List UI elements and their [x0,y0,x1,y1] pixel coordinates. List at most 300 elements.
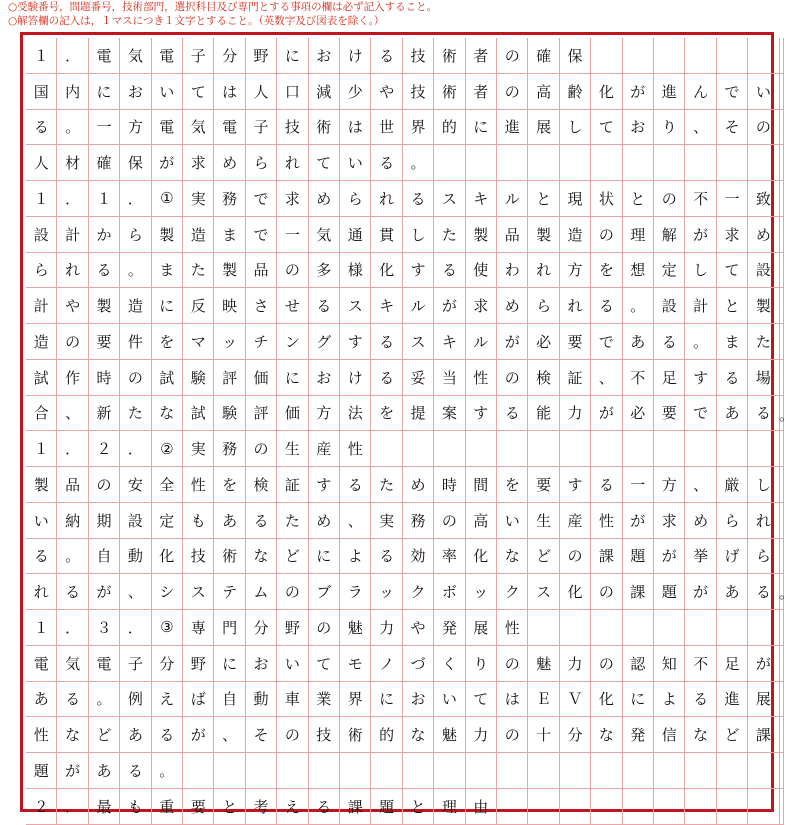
grid-cell: 高 [466,503,497,539]
grid-cell: る [152,717,183,753]
grid-cell: め [748,217,779,253]
grid-cell: 、 [120,574,151,610]
grid-cell-margin [780,253,784,289]
grid-cell [654,610,685,646]
grid-cell: の [277,253,308,289]
grid-cell: 魅 [340,610,371,646]
grid-cell: 不 [623,360,654,396]
grid-cell: る [371,360,402,396]
grid-cell: 厳 [717,467,748,503]
grid-cell: 門 [214,610,245,646]
grid-cell [214,753,245,789]
grid-cell: 評 [214,360,245,396]
grid-cell [717,38,748,74]
grid-cell: 足 [654,360,685,396]
grid-cell: ． [57,181,88,217]
grid-cell: 定 [152,503,183,539]
grid-cell: 電 [26,646,57,682]
grid-cell-margin [780,467,784,503]
grid-cell-margin [780,431,784,467]
grid-cell: お [246,646,277,682]
grid-cell-margin [780,789,784,825]
grid-cell: の [497,360,528,396]
grid-cell: 作 [57,360,88,396]
grid-cell-margin [780,145,784,181]
grid-cell: 妥 [403,360,434,396]
grid-cell: で [591,324,622,360]
grid-cell [748,145,779,181]
grid-cell: 造 [26,324,57,360]
grid-cell: ② [152,431,183,467]
grid-cell: 進 [654,74,685,110]
instructions [8,0,792,28]
grid-cell: 界 [340,682,371,718]
grid-cell: え [277,789,308,825]
grid-cell: の [560,539,591,575]
grid-cell: る [89,253,120,289]
grid-cell: 新 [89,396,120,432]
grid-cell-margin [780,38,784,74]
grid-cell: テ [214,574,245,610]
grid-cell: に [214,646,245,682]
grid-cell: す [466,396,497,432]
grid-cell: て [183,74,214,110]
grid-cell: 務 [214,431,245,467]
grid-cell: 分 [246,610,277,646]
grid-cell: 験 [214,396,245,432]
grid-cell [528,789,559,825]
grid-cell: の [309,610,340,646]
grid-cell: も [183,503,214,539]
grid-cell: ら [26,253,57,289]
grid-cell: に [371,682,402,718]
grid-cell: 効 [403,539,434,575]
grid-cell: 、 [685,110,716,146]
grid-cell: ら [748,539,779,575]
grid-cell [309,753,340,789]
grid-cell: な [246,539,277,575]
grid-cell: 提 [403,396,434,432]
grid-cell: 通 [340,217,371,253]
grid-cell: 分 [560,717,591,753]
grid-cell [497,145,528,181]
grid-cell: 検 [528,360,559,396]
grid-cell: 計 [685,288,716,324]
grid-cell: 力 [560,646,591,682]
grid-cell: 電 [89,646,120,682]
grid-cell [591,431,622,467]
grid-cell: る [246,503,277,539]
grid-cell: お [309,38,340,74]
grid-cell: ２ [26,789,57,825]
grid-cell: 野 [277,610,308,646]
grid-cell: 由 [466,789,497,825]
grid-cell: と [623,181,654,217]
overflow-punctuation: 。 [779,584,795,603]
grid-cell: １ [26,431,57,467]
grid-cell-margin [780,753,784,789]
grid-cell [466,145,497,181]
grid-cell: 証 [560,360,591,396]
grid-cell: ① [152,181,183,217]
grid-cell [497,789,528,825]
grid-cell: 化 [591,682,622,718]
grid-cell: の [277,574,308,610]
grid-cell: 造 [560,217,591,253]
grid-cell: 製 [214,253,245,289]
grid-cell: と [717,288,748,324]
grid-cell: 。 [623,288,654,324]
grid-cell: 発 [434,610,465,646]
grid-cell: ル [403,288,434,324]
grid-cell: 進 [497,110,528,146]
grid-cell: る [26,539,57,575]
grid-cell: 挙 [685,539,716,575]
grid-cell-margin [780,360,784,396]
grid-cell: ら [340,181,371,217]
grid-cell: 産 [309,431,340,467]
grid-cell: る [685,682,716,718]
grid-cell: 性 [340,431,371,467]
instruction-line: ○受験番号，問題番号，技術部門，選択科目及び専門とする事項の欄は必ず記入すること。 [8,1,438,13]
grid-cell [466,431,497,467]
grid-cell [560,145,591,181]
grid-cell: る [26,110,57,146]
grid-cell: 法 [340,396,371,432]
grid-cell: 状 [591,181,622,217]
grid-cell: 発 [623,717,654,753]
grid-cell: る [717,360,748,396]
grid-cell: て [309,646,340,682]
grid-cell: 一 [717,181,748,217]
grid-cell: ス [340,288,371,324]
grid-cell [591,789,622,825]
grid-cell: ． [120,181,151,217]
grid-cell: の [246,431,277,467]
grid-cell: 品 [497,217,528,253]
grid-cell-margin [780,74,784,110]
grid-cell: 世 [371,110,402,146]
grid-cell: 分 [152,646,183,682]
grid-cell: が [623,74,654,110]
grid-cell: る [57,574,88,610]
grid-cell: 要 [560,324,591,360]
grid-cell: を [152,324,183,360]
grid-cell: も [120,789,151,825]
grid-cell [623,789,654,825]
grid-cell: 電 [214,110,245,146]
grid-cell: た [277,503,308,539]
grid-cell: 者 [466,38,497,74]
grid-cell: く [434,646,465,682]
grid-cell: 求 [277,181,308,217]
grid-cell: せ [277,288,308,324]
grid-cell: の [497,38,528,74]
grid-cell: 一 [277,217,308,253]
grid-cell: て [466,682,497,718]
grid-cell: 気 [57,646,88,682]
grid-cell: 製 [89,288,120,324]
grid-cell: 自 [89,539,120,575]
grid-cell: 務 [214,181,245,217]
grid-cell: で [717,74,748,110]
grid-cell [654,789,685,825]
grid-cell: 野 [183,646,214,682]
instruction-line: ○解答欄の記入は，１マスにつき１文字とすること。（英数字及び図表を除く。） [8,15,385,27]
grid-cell: ま [214,217,245,253]
grid-cell: 時 [89,360,120,396]
grid-cell: 能 [528,396,559,432]
grid-cell: け [340,38,371,74]
grid-cell [685,789,716,825]
grid-cell: ッ [371,574,402,610]
grid-cell: ． [120,431,151,467]
grid-cell-margin [780,288,784,324]
grid-cell: 験 [183,360,214,396]
grid-cell: る [371,38,402,74]
grid-cell: 化 [466,539,497,575]
grid-cell: 求 [717,217,748,253]
grid-cell: 課 [748,717,779,753]
grid-cell-margin [780,324,784,360]
grid-cell: い [277,646,308,682]
grid-cell: は [497,682,528,718]
grid-cell: Ｅ [528,682,559,718]
grid-cell [685,38,716,74]
grid-cell: 最 [89,789,120,825]
grid-cell: し [403,217,434,253]
grid-cell: あ [26,682,57,718]
grid-cell: ノ [371,646,402,682]
grid-cell: 的 [434,110,465,146]
grid-cell: 試 [152,360,183,396]
grid-cell: 題 [654,574,685,610]
grid-cell: 試 [26,360,57,396]
grid-cell: る [371,145,402,181]
grid-cell: す [560,467,591,503]
grid-cell [685,753,716,789]
grid-cell: 多 [309,253,340,289]
grid-cell: 一 [89,110,120,146]
grid-cell: 件 [120,324,151,360]
grid-cell: 術 [214,539,245,575]
grid-cell: す [309,467,340,503]
grid-cell: が [152,145,183,181]
grid-cell: 設 [654,288,685,324]
grid-cell [623,753,654,789]
grid-cell: 設 [26,217,57,253]
grid-cell [654,753,685,789]
grid-cell: 要 [528,467,559,503]
grid-cell: Ｖ [560,682,591,718]
grid-cell: が [89,574,120,610]
grid-cell: 務 [403,503,434,539]
answer-sheet [20,32,795,816]
grid-cell: て [591,110,622,146]
grid-cell: 方 [309,396,340,432]
grid-cell: ス [403,324,434,360]
grid-cell: 進 [717,682,748,718]
grid-cell: 試 [183,396,214,432]
grid-cell: あ [89,753,120,789]
grid-cell: 製 [748,288,779,324]
grid-cell-margin [780,181,784,217]
grid-cell: 車 [277,682,308,718]
grid-cell: 化 [591,74,622,110]
grid-cell [717,753,748,789]
grid-cell: 製 [528,217,559,253]
grid-cell: 評 [246,396,277,432]
grid-cell: お [403,682,434,718]
grid-cell: と [528,181,559,217]
grid-cell: に [152,288,183,324]
grid-cell [591,38,622,74]
grid-cell: 術 [434,74,465,110]
grid-cell: の [497,646,528,682]
grid-cell: 術 [434,38,465,74]
grid-cell: 化 [560,574,591,610]
grid-cell: モ [340,646,371,682]
grid-cell: 納 [57,503,88,539]
grid-cell: め [403,467,434,503]
grid-cell: そ [246,717,277,753]
grid-cell: 重 [152,789,183,825]
grid-cell: 術 [309,110,340,146]
grid-cell: な [497,539,528,575]
grid-cell [434,431,465,467]
grid-cell-margin [780,717,784,753]
grid-cell: の [591,646,622,682]
grid-cell [717,789,748,825]
grid-cell: 。 [89,682,120,718]
grid-cell: 自 [214,682,245,718]
grid-cell: 口 [277,74,308,110]
grid-cell: 性 [591,503,622,539]
grid-cell [246,753,277,789]
grid-cell: 国 [26,74,57,110]
grid-cell: １ [26,610,57,646]
grid-cell [528,610,559,646]
grid-cell [748,610,779,646]
grid-cell: な [57,717,88,753]
grid-cell: す [403,253,434,289]
grid-cell [560,431,591,467]
grid-cell: 。 [152,753,183,789]
grid-cell: 時 [434,467,465,503]
grid-cell: が [685,217,716,253]
grid-cell: ど [89,717,120,753]
grid-cell: 保 [120,145,151,181]
grid-cell [497,753,528,789]
grid-cell: 信 [654,717,685,753]
grid-cell: を [497,467,528,503]
grid-cell: 専 [183,610,214,646]
grid-cell: げ [717,539,748,575]
grid-cell: 的 [371,717,402,753]
grid-cell: い [152,74,183,110]
grid-cell: で [246,181,277,217]
grid-cell: １ [89,181,120,217]
grid-cell [528,145,559,181]
grid-cell [434,753,465,789]
grid-cell [623,38,654,74]
grid-cell-margin [780,503,784,539]
grid-cell: が [497,324,528,360]
grid-cell [685,610,716,646]
grid-cell: 十 [528,717,559,753]
grid-cell [623,145,654,181]
grid-cell: 実 [371,503,402,539]
grid-cell [748,753,779,789]
grid-cell: り [654,110,685,146]
grid-cell: マ [183,324,214,360]
grid-cell: ッ [214,324,245,360]
grid-cell: ラ [340,574,371,610]
grid-cell: に [277,38,308,74]
grid-cell: 証 [277,467,308,503]
grid-cell: る [120,753,151,789]
grid-cell [748,431,779,467]
grid-cell: 保 [560,38,591,74]
grid-cell: る [309,789,340,825]
grid-cell: れ [748,503,779,539]
grid-cell-margin [780,646,784,682]
grid-cell: を [371,396,402,432]
grid-cell: ス [183,574,214,610]
grid-cell [560,753,591,789]
grid-cell: 理 [434,789,465,825]
grid-cell: し [748,467,779,503]
grid-cell: を [591,253,622,289]
grid-cell: 定 [654,253,685,289]
grid-cell: や [57,288,88,324]
grid-cell: が [434,288,465,324]
grid-cell: る [497,396,528,432]
grid-cell: れ [528,253,559,289]
grid-cell-margin [780,539,784,575]
grid-cell: 内 [57,74,88,110]
grid-cell: 不 [685,181,716,217]
grid-cell: の [57,324,88,360]
grid-cell-margin [780,110,784,146]
grid-cell: 少 [340,74,371,110]
grid-cell: 求 [183,145,214,181]
grid-cell: ら [528,288,559,324]
grid-cell: あ [214,503,245,539]
grid-cell: い [497,503,528,539]
grid-cell: ま [152,253,183,289]
grid-cell: づ [403,646,434,682]
grid-cell: 気 [120,38,151,74]
grid-cell [717,145,748,181]
grid-cell: 野 [246,38,277,74]
grid-cell: 使 [466,253,497,289]
grid-cell: 技 [183,539,214,575]
grid-cell [497,431,528,467]
grid-cell: や [371,74,402,110]
grid-cell: ボ [434,574,465,610]
grid-cell: 題 [26,753,57,789]
grid-cell: 製 [466,217,497,253]
grid-cell: 材 [57,145,88,181]
grid-cell: ど [528,539,559,575]
grid-cell: 電 [89,38,120,74]
grid-cell: る [371,324,402,360]
grid-cell: の [434,503,465,539]
grid-cell: め [214,145,245,181]
grid-cell: に [309,539,340,575]
grid-cell: た [371,467,402,503]
